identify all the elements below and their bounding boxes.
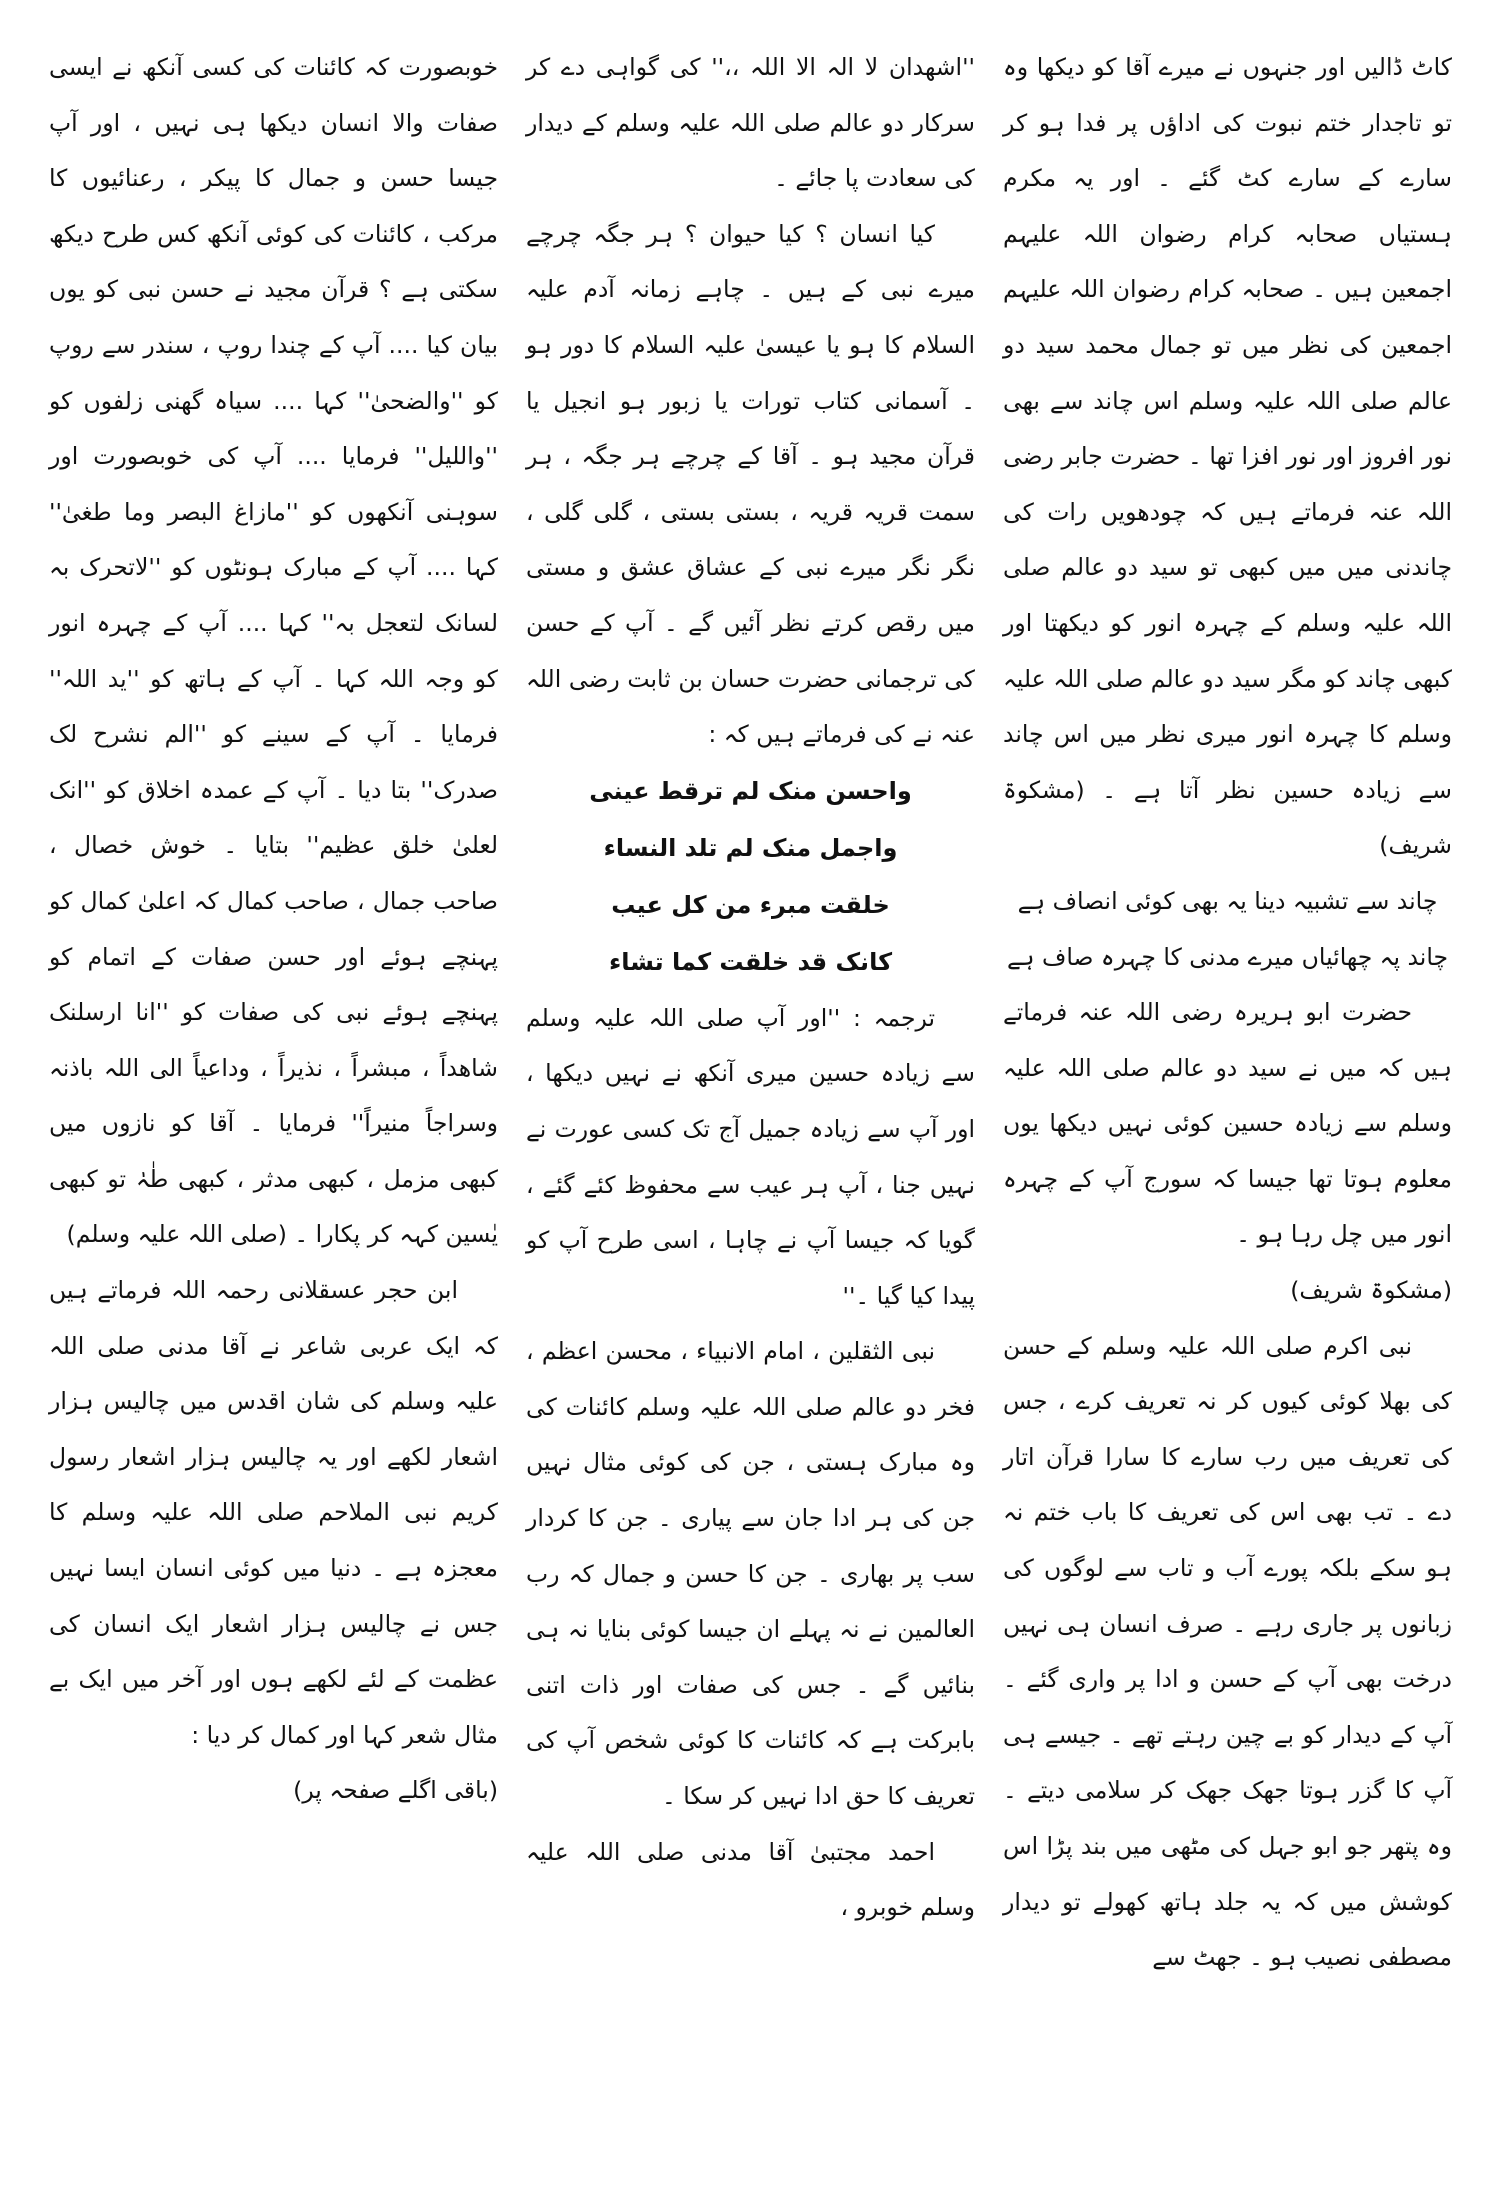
paragraph: احمد مجتبیٰ آقا مدنی صلی اللہ علیہ وسلم خوبرو ، (526, 1837, 975, 1922)
text-column-middle (512, 40, 989, 2170)
paragraph: حضرت ابو ہریرہ رضی اللہ عنہ فرماتے ہیں کہ میں نے سید دو عالم صلی اللہ علیہ وسلم سے زیادہ حسین کوئی نہیں دیکھا یوں معلوم ہوتا تھا جیسا کہ سورج آپ کے چہرہ انور میں چل رہا ہو ۔ (1003, 998, 1452, 1249)
arabic-verse: کانک قد خلقت کما تشاء (608, 947, 893, 976)
paragraph: نبی الثقلین ، امام الانبیاء ، محسن اعظم ، فخر دو عالم صلی اللہ علیہ وسلم کائنات کی وہ مبارک ہستی ، جن کی کوئی مثال نہیں جن کی ہر ادا جان سے پیاری ۔ جن کا کردار سب پر بھاری ۔ جن کا حسن و جمال کہ رب العالمین نے نہ پہلے ان جیسا کوئی بنایا نہ ہی بنائیں گے ۔ جس کی صفات اور ذات اتنی بابرکت ہے کہ کائنات کا کوئی شخص آپ کی تعریف کا حق ادا نہیں کر سکا ۔ (526, 1337, 975, 1811)
arabic-verse: خلقت مبرء من کل عیب (611, 890, 890, 919)
translation-paragraph: ترجمہ : ''اور آپ صلی اللہ علیہ وسلم سے زیادہ حسین میری آنکھ نے نہیں دیکھا ، اور آپ سے زیادہ جمیل آج تک کسی عورت نے نہیں جنا ، آپ ہر عیب سے محفوظ کئے گئے ، گویا کہ جیسا آپ نے چاہا ، اسی طرح آپ کو پیدا کیا گیا ۔'' (526, 1003, 975, 1310)
continued-note: (باقی اگلے صفحہ پر) (293, 1776, 498, 1805)
paragraph: کاٹ ڈالیں اور جنہوں نے میرے آقا کو دیکھا وہ تو تاجدار ختم نبوت کی اداؤں پر فدا ہو کر سارے کے سارے کٹ گئے ۔ اور یہ مکرم ہستیاں صحابہ کرام رضوان اللہ علیہم اجمعین ہیں ۔ صحابہ کرام رضوان اللہ علیہم اجمعین کی نظر میں تو جمال محمد سید دو عالم صلی اللہ علیہ وسلم اس چاند سے بھی نور افروز اور نور افزا تھا ۔ حضرت جابر رضی اللہ عنہ فرماتے ہیں کہ چودھویں رات کی چاندنی میں میں کبھی تو سید دو عالم صلی اللہ علیہ وسلم کے چہرہ انور کو دیکھتا اور کبھی چاند کو مگر سید دو عالم صلی اللہ علیہ وسلم کا چہرہ انور میری نظر میں اس چاند سے زیادہ حسین نظر آتا ہے ۔ (مشکوۃ شریف) (1003, 53, 1452, 860)
arabic-verse: واحسن منک لم ترقط عینی (589, 776, 912, 805)
arabic-verse: واجمل منک لم تلد النساء (603, 833, 898, 862)
verse-line: چاند سے تشبیہ دینا یہ بھی کوئی انصاف ہے (1017, 886, 1438, 915)
paragraph: ''اشھدان لا الہ الا اللہ ،،'' کی گواہی دے کر سرکار دو عالم صلی اللہ علیہ وسلم کے دیدار کی سعادت پا جائے ۔ (526, 53, 975, 193)
paragraph: کیا انسان ؟ کیا حیوان ؟ ہر جگہ چرچے میرے نبی کے ہیں ۔ چاہے زمانہ آدم علیہ السلام کا ہو یا عیسیٰ علیہ السلام کا دور ہو ۔ آسمانی کتاب تورات یا زبور ہو انجیل یا قرآن مجید ہو ۔ آقا کے چرچے ہر جگہ ، ہر سمت قریہ قریہ ، بستی بستی ، گلی گلی ، نگر نگر میرے نبی کے عشاق عشق و مستی میں رقص کرتے نظر آئیں گے ۔ آپ کے حسن کی ترجمانی حضرت حسان بن ثابت رضی اللہ عنہ نے کی فرماتے ہیں کہ : (526, 219, 975, 749)
reference: (مشکوۃ شریف) (1290, 1276, 1452, 1305)
text-column-left (35, 40, 512, 2170)
paragraph: خوبصورت کہ کائنات کی کسی آنکھ نے ایسی صفات والا انسان دیکھا ہی نہیں ، اور آپ جیسا حسن و جمال کا پیکر ، رعنائیوں کا مرکب ، کائنات کی کوئی آنکھ کس طرح دیکھ سکتی ہے ؟ قرآن مجید نے حسن نبی کو یوں بیان کیا .... آپ کے چندا روپ ، سندر سے روپ کو ''والضحیٰ'' کہا .... سیاہ گھنی زلفوں کو ''واللیل'' فرمایا .... آپ کی خوبصورت اور سوہنی آنکھوں کو ''مازاغ البصر وما طغیٰ'' کہا .... آپ کے مبارک ہونٹوں کو ''لاتحرک بہ لسانک لتعجل بہ'' کہا .... آپ کے چہرہ انور کو وجہ اللہ کہا ۔ آپ کے ہاتھ کو ''ید اللہ'' فرمایا ۔ آپ کے سینے کو ''الم نشرح لک صدرک'' بتا دیا ۔ آپ کے عمدہ اخلاق کو ''انک لعلیٰ خلق عظیم'' بتایا ۔ خوش خصال ، صاحب جمال ، صاحب کمال کہ اعلیٰ کمال کو پہنچے ہوئے اور حسن صفات کے اتمام کو پہنچے ہوئے نبی کی صفات کو ''انا ارسلنک شاھداً ، مبشراً ، نذیراً ، وداعیاً الی اللہ باذنہ وسراجاً منیراً'' فرمایا ۔ آقا کو نازوں میں کبھی مزمل ، کبھی مدثر ، کبھی طٰہٰ تو کبھی یٰسین کہہ کر پکارا ۔ (صلی اللہ علیہ وسلم) (49, 53, 498, 1249)
paragraph: نبی اکرم صلی اللہ علیہ وسلم کے حسن کی بھلا کوئی کیوں کر نہ تعریف کرے ، جس کی تعریف میں رب سارے کا سارا قرآن اتار دے ۔ تب بھی اس کی تعریف کا باب ختم نہ ہو سکے بلکہ پورے آب و تاب سے لوگوں کی زبانوں پر جاری رہے ۔ صرف انسان ہی نہیں درخت بھی آپ کے حسن و ادا پر واری گئے ۔ آپ کے دیدار کو بے چین رہتے تھے ۔ جیسے ہی آپ کا گزر ہوتا جھک جھک کر سلامی دیتے ۔ وہ پتھر جو ابو جہل کی مٹھی میں بند پڑا اس کوشش میں کہ یہ جلد ہاتھ کھولے تو دیدار مصطفی نصیب ہو ۔ جھٹ سے (1003, 1331, 1452, 1972)
paragraph: ابن حجر عسقلانی رحمہ اللہ فرماتے ہیں کہ ایک عربی شاعر نے آقا مدنی صلی اللہ علیہ وسلم کی شان اقدس میں چالیس ہزار اشعار لکھے اور یہ چالیس ہزار اشعار رسول کریم نبی الملاحم صلی اللہ علیہ وسلم کا معجزہ ہے ۔ دنیا میں کوئی انسان ایسا نہیں جس نے چالیس ہزار اشعار ایک انسان کی عظمت کے لئے لکھے ہوں اور آخر میں ایک بے مثال شعر کہا اور کمال کر دیا : (49, 1276, 498, 1749)
verse-line: چاند پہ چھائیاں میرے مدنی کا چہرہ صاف ہے (1006, 942, 1449, 971)
text-column-right (989, 40, 1466, 2170)
